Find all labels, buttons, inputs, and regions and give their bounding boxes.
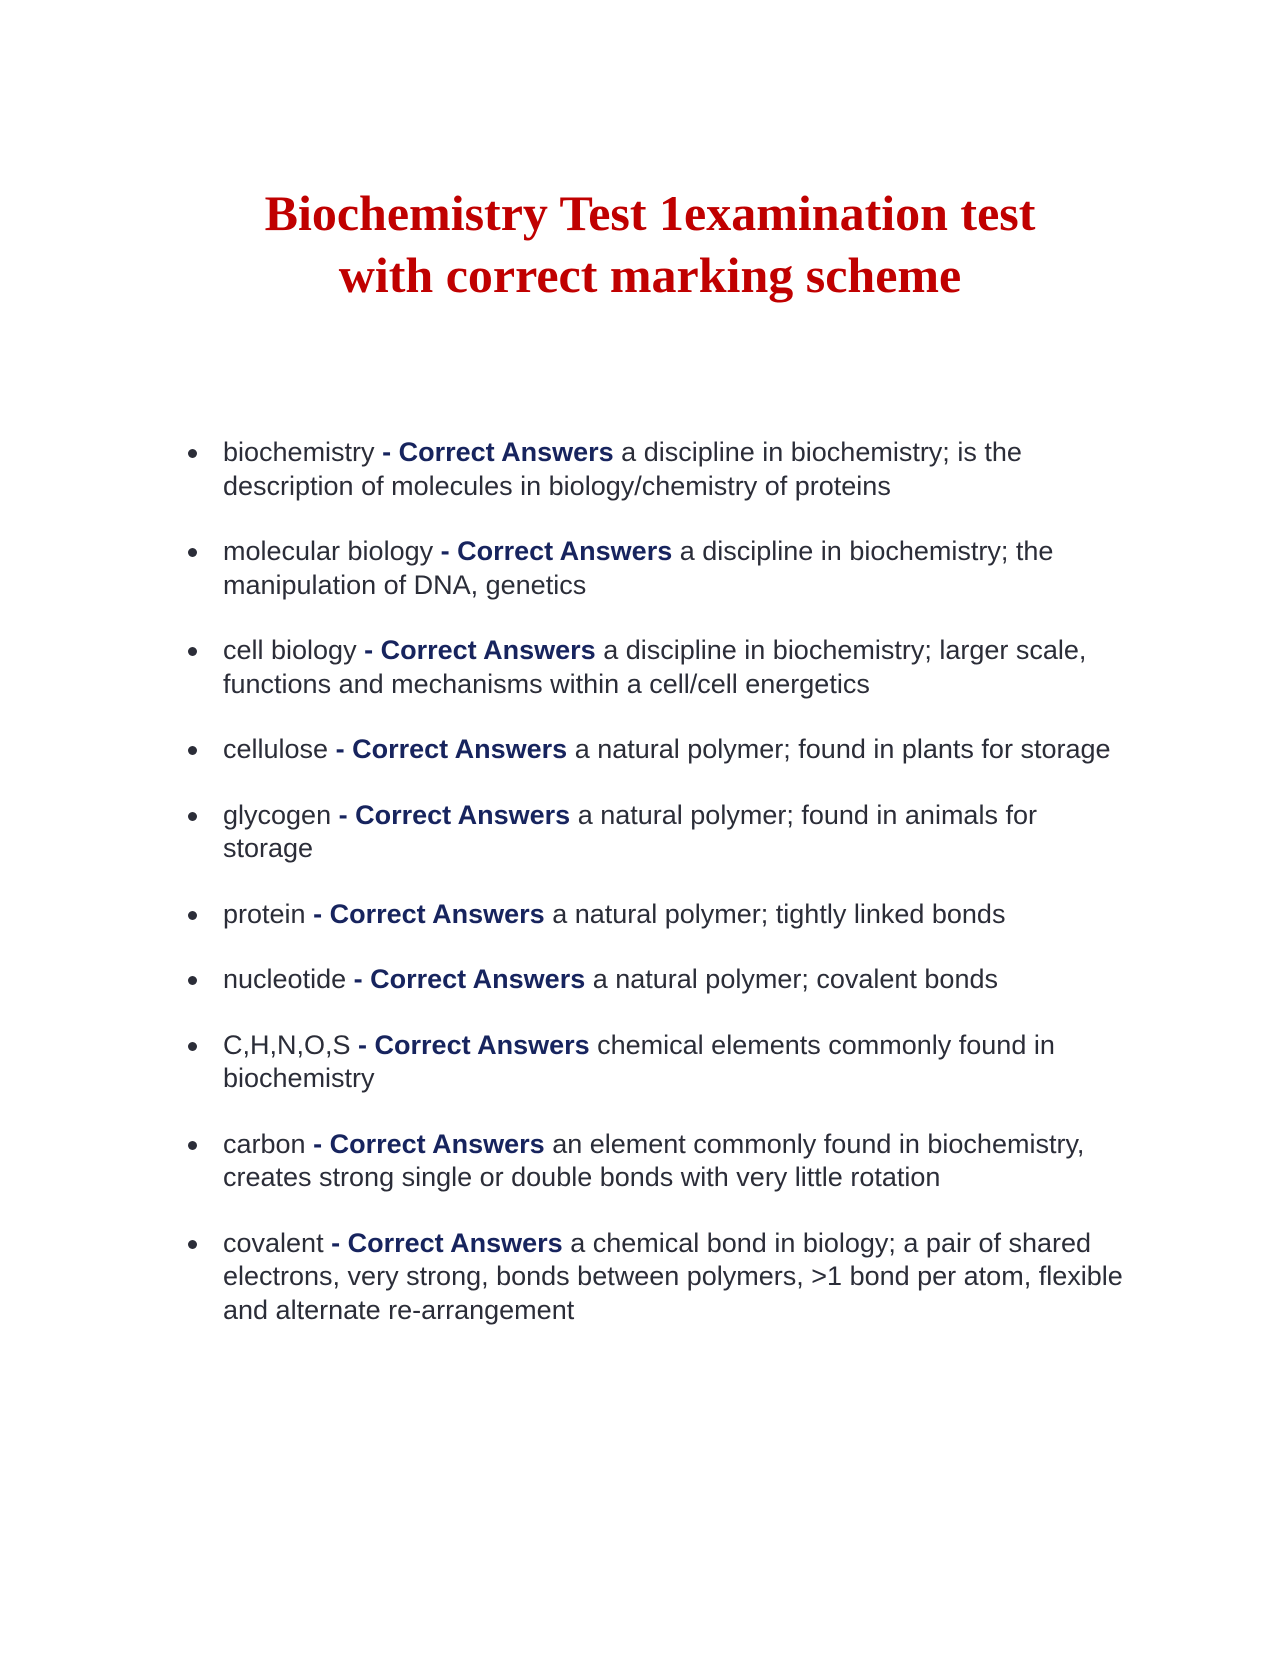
list-item [223,898,1123,932]
entry-definition: a natural polymer; covalent bonds [592,964,998,994]
correct-answers-label: Correct Answers [380,635,596,665]
list-item [223,1029,1123,1096]
list-item [223,634,1123,701]
entry-separator: - [335,734,345,764]
entry-term: carbon [223,1128,306,1159]
bullet-icon [188,976,197,985]
entry-term: nucleotide [223,964,347,994]
bullet-icon [188,812,197,821]
entry-definition: an element commonly found in biochemistry, creates strong single or double bonds with very little rotation [223,1128,1085,1192]
entry-definition: a discipline in biochemistry; larger scale, functions and mechanisms within a cell/cell energetics [223,635,1087,699]
entry-term: cellulose [223,734,329,764]
entry-separator: - [331,1227,341,1258]
correct-answers-label: Correct Answers [370,964,586,994]
entry-term: molecular biology [223,536,434,566]
list-item [223,535,1123,602]
entry-separator: - [338,799,348,830]
entry-term: glycogen [223,799,332,830]
correct-answers-label: Correct Answers [398,437,614,467]
list-item [223,436,1123,503]
bullet-icon [188,911,197,920]
entry-separator: - [358,1029,368,1060]
entry-term: cell biology [223,635,357,665]
document-title [180,182,1120,306]
list-item [223,963,1123,997]
list-item [223,733,1123,767]
entry-term: C,H,N,O,S [223,1029,351,1060]
bullet-icon [188,1240,197,1249]
entry-definition: a natural polymer; found in plants for storage [574,734,1111,764]
entry-separator: - [440,536,450,566]
correct-answers-label: Correct Answers [457,536,673,566]
correct-answers-label: Correct Answers [352,734,568,764]
entry-definition: a discipline in biochemistry; is the description of molecules in biology/chemistry of proteins [223,437,1022,501]
entry-separator: - [313,1128,323,1159]
entry-term: biochemistry [223,437,375,467]
list-item [223,1128,1123,1195]
bullet-icon [188,647,197,656]
correct-answers-label: Correct Answers [374,1029,590,1060]
entry-definition: a discipline in biochemistry; the manipulation of DNA, genetics [223,536,1054,600]
correct-answers-label: Correct Answers [329,1128,545,1159]
correct-answers-label: Correct Answers [329,898,545,929]
correct-answers-label: Correct Answers [355,799,571,830]
bullet-icon [188,548,197,557]
list-item [223,799,1123,866]
entry-separator: - [353,964,363,994]
entry-definition: a chemical bond in biology; a pair of shared electrons, very strong, bonds between polymers, >1 bond per atom, flexible and alternate re-arrangement [223,1227,1123,1325]
bullet-icon [188,1141,197,1150]
title-line-1: Biochemistry Test 1examination test [264,185,1036,241]
entry-definition: a natural polymer; found in animals for storage [223,799,1037,863]
entry-separator: - [364,635,374,665]
entry-term: protein [223,898,306,929]
entry-definition: a natural polymer; tightly linked bonds [552,898,1006,929]
entry-term: covalent [223,1227,324,1258]
bullet-icon [188,1042,197,1051]
entry-separator: - [382,437,392,467]
entry-definition: chemical elements commonly found in biochemistry [223,1029,1055,1093]
bullet-icon [188,449,197,458]
bullet-icon [188,746,197,755]
correct-answers-label: Correct Answers [347,1227,563,1258]
title-line-2: with correct marking scheme [338,247,962,303]
answer-list [223,436,1123,1359]
list-item [223,1227,1123,1328]
entry-separator: - [313,898,323,929]
